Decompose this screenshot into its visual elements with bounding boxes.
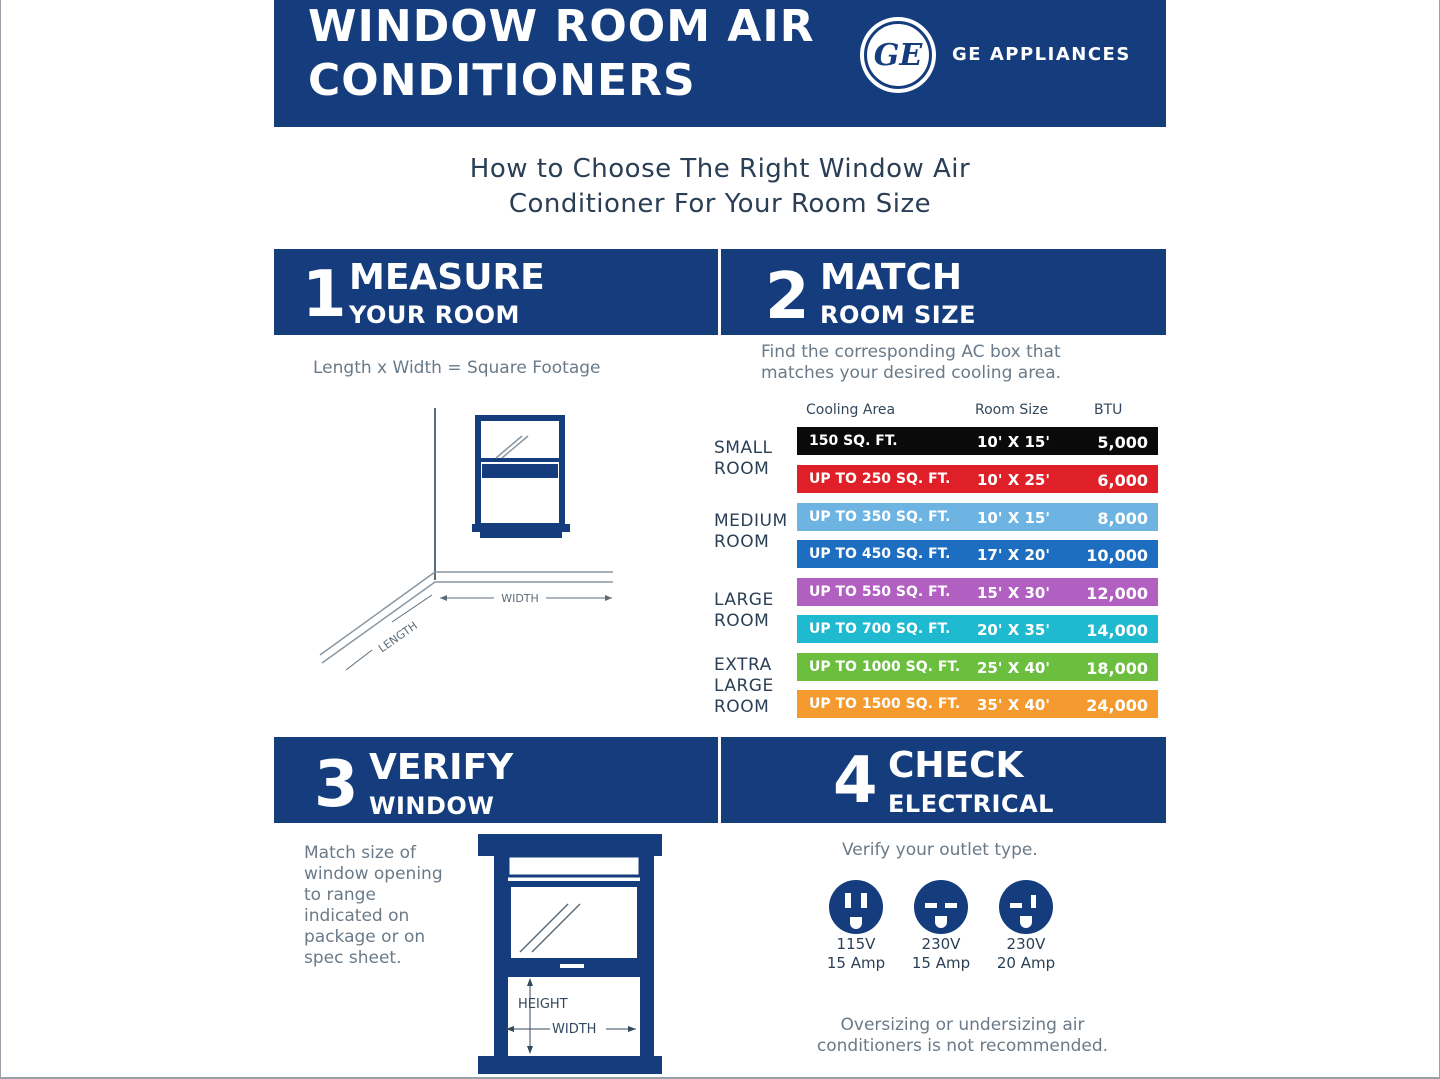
window-sill-block [478, 1056, 662, 1074]
group-large-room [714, 590, 774, 632]
arrowhead-down [527, 1046, 533, 1054]
step-4-number: 4 [833, 744, 878, 818]
cell-btu: 12,000 [1086, 584, 1148, 603]
outlet-230v-20a-icon [998, 879, 1054, 935]
header-cooling-area: Cooling Area [806, 402, 896, 418]
outlet-amp: 15 Amp [826, 954, 886, 972]
step-1-title: MEASURE [349, 257, 545, 298]
cell-btu: 5,000 [1097, 433, 1148, 452]
cell-area: UP TO 550 SQ. FT. [809, 584, 951, 600]
cell-area: UP TO 1500 SQ. FT. [809, 696, 961, 712]
cell-btu: 18,000 [1086, 659, 1148, 678]
table-row [797, 540, 1158, 568]
verify-line: Match size of [304, 843, 417, 863]
arrowhead-up [527, 978, 533, 986]
group-label-line: ROOM [714, 532, 770, 552]
brand-name: GE APPLIANCES [952, 44, 1131, 65]
window-top-sash [508, 856, 640, 876]
verify-line: to range [304, 885, 376, 905]
table-row [797, 503, 1158, 531]
header-btu: BTU [1094, 402, 1123, 418]
page-title [308, 0, 828, 108]
group-extra-large-room [714, 655, 774, 718]
step-2-subtitle: ROOM SIZE [820, 301, 977, 329]
table-row [797, 427, 1158, 455]
group-label-line: MEDIUM [714, 511, 788, 531]
title-line-1: WINDOW ROOM AIR [308, 1, 815, 52]
header-room-size: Room Size [975, 402, 1049, 418]
group-label-line: LARGE [714, 590, 774, 610]
outlet-115v-15a-icon [828, 879, 884, 935]
cell-btu: 10,000 [1086, 546, 1148, 565]
arrowhead-right [628, 1026, 636, 1032]
subtitle-line-2: Conditioner For Your Room Size [508, 189, 932, 219]
table-row [797, 465, 1158, 493]
length-arrow-bottom [346, 650, 372, 670]
step-4-banner [721, 737, 1166, 823]
table-row [797, 578, 1158, 606]
warning-line-2: conditioners is not recommended. [816, 1036, 1109, 1056]
window-header-block [478, 834, 662, 856]
arrowhead-left [440, 595, 447, 601]
cell-size: 25' X 40' [977, 659, 1050, 677]
cell-area: UP TO 250 SQ. FT. [809, 471, 951, 487]
cell-size: 17' X 20' [977, 546, 1050, 564]
cell-btu: 14,000 [1086, 621, 1148, 640]
cell-size: 10' X 25' [977, 471, 1050, 489]
step-1-number: 1 [302, 258, 347, 332]
window-sill-base [480, 532, 562, 538]
group-label-line: EXTRA [714, 655, 772, 675]
match-description [761, 342, 1061, 384]
verify-line: spec sheet. [304, 948, 402, 968]
cell-btu: 24,000 [1086, 696, 1148, 715]
verify-line: package or on [304, 927, 426, 947]
step-4-title: CHECK [888, 745, 1024, 786]
cell-size: 20' X 35' [977, 621, 1050, 639]
cell-area: UP TO 350 SQ. FT. [809, 509, 951, 525]
cell-size: 15' X 30' [977, 584, 1050, 602]
glass-glare-2 [502, 436, 528, 458]
group-label-line: LARGE [714, 676, 774, 696]
width-label: WIDTH [501, 592, 539, 605]
step-2-banner [721, 249, 1166, 335]
cell-area: UP TO 450 SQ. FT. [809, 546, 951, 562]
sash-handle [560, 964, 584, 968]
subtitle [274, 152, 1166, 222]
room-measure-illustration [310, 400, 630, 690]
step-1-subtitle: YOUR ROOM [349, 301, 520, 329]
cell-size: 10' X 15' [977, 433, 1050, 451]
warning-line-1: Oversizing or undersizing air [840, 1015, 1085, 1035]
window-verify-illustration [476, 834, 666, 1076]
length-label: LENGTH [376, 619, 420, 656]
verify-line: indicated on [304, 906, 410, 926]
ge-logo-icon [860, 17, 936, 93]
verify-instructions [304, 843, 443, 969]
outlet-voltage: 115V [836, 935, 876, 953]
step-3-number: 3 [314, 748, 359, 822]
arrowhead-right [605, 595, 612, 601]
group-label-line: ROOM [714, 459, 770, 479]
step-3-title: VERIFY [369, 747, 514, 788]
outlet-amp: 15 Amp [911, 954, 971, 972]
step-1-banner [274, 249, 718, 335]
title-line-2: CONDITIONERS [308, 55, 696, 106]
electrical-intro: Verify your outlet type. [842, 840, 1038, 860]
outlet-amp: 20 Amp [996, 954, 1056, 972]
cell-btu: 6,000 [1097, 471, 1148, 490]
table-row [797, 615, 1158, 643]
window-sill [472, 524, 570, 532]
outlet-1-label [811, 935, 901, 973]
group-label-line: ROOM [714, 611, 770, 631]
group-label-line: SMALL [714, 438, 773, 458]
verify-line: window opening [304, 864, 443, 884]
cell-size: 10' X 15' [977, 509, 1050, 527]
group-small-room [714, 438, 773, 480]
ac-unit-icon [482, 464, 558, 478]
match-description-line-1: Find the corresponding AC box that [761, 342, 1061, 362]
outlet-3-label [981, 935, 1071, 973]
cell-area: UP TO 1000 SQ. FT. [809, 659, 961, 675]
measure-formula: Length x Width = Square Footage [313, 358, 601, 378]
glass-glare [496, 436, 522, 458]
match-description-line-2: matches your desired cooling area. [761, 363, 1062, 383]
ge-logo-mark: GE [864, 21, 932, 89]
cell-size: 35' X 40' [977, 696, 1050, 714]
cell-btu: 8,000 [1097, 509, 1148, 528]
cell-area: 150 SQ. FT. [809, 433, 898, 449]
window-width-label: WIDTH [552, 1022, 597, 1037]
header-banner [274, 0, 1166, 127]
outlet-voltage: 230V [1006, 935, 1046, 953]
subtitle-line-1: How to Choose The Right Window Air [469, 154, 971, 184]
outlet-2-label [896, 935, 986, 973]
step-3-subtitle: WINDOW [369, 792, 495, 820]
sizing-warning [790, 1015, 1135, 1057]
step-4-subtitle: ELECTRICAL [888, 790, 1054, 818]
group-label-line: ROOM [714, 697, 770, 717]
step-2-number: 2 [765, 260, 810, 334]
cell-area: UP TO 700 SQ. FT. [809, 621, 951, 637]
left-baseboard-bottom [322, 582, 435, 663]
outlet-230v-15a-icon [913, 879, 969, 935]
height-label: HEIGHT [518, 997, 568, 1012]
step-3-banner [274, 737, 718, 823]
step-2-title: MATCH [820, 257, 962, 298]
frame-left-border [0, 0, 1, 1079]
group-medium-room [714, 511, 788, 553]
table-row [797, 690, 1158, 718]
outlet-voltage: 230V [921, 935, 961, 953]
table-row [797, 653, 1158, 681]
